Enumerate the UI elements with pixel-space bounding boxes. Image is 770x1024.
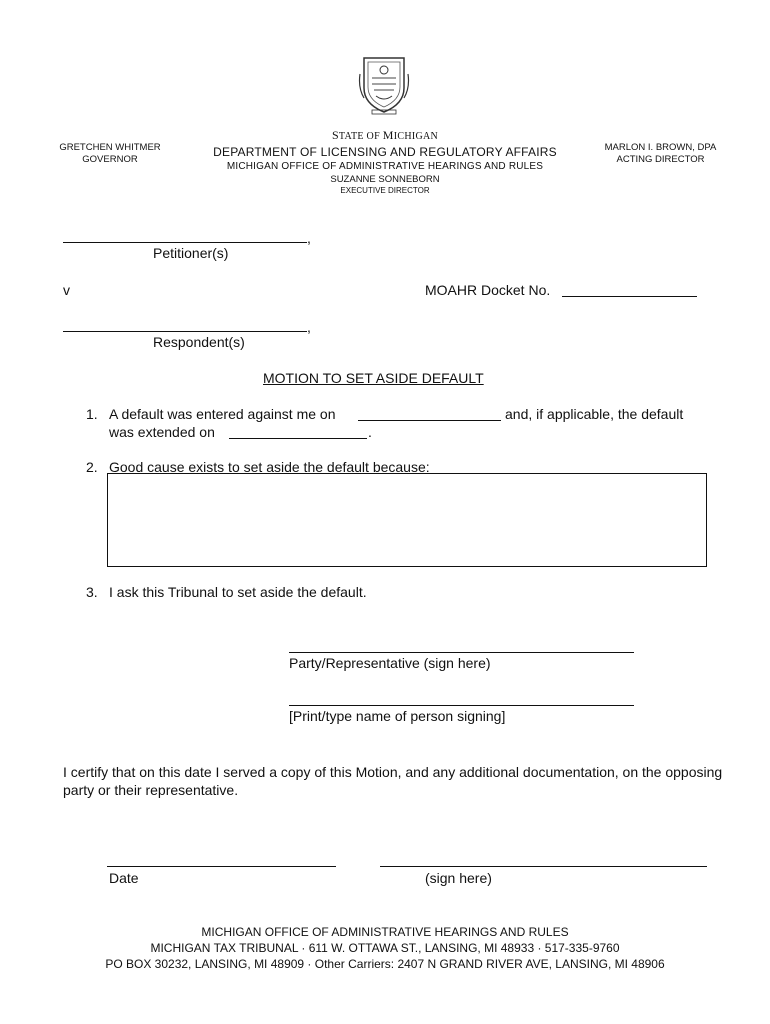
governor-name: GRETCHEN WHITMER: [59, 142, 161, 153]
default-date-field[interactable]: [358, 420, 501, 421]
footer-line-2: MICHIGAN TAX TRIBUNAL · 611 W. OTTAWA ST., LANSING, MI 48933 · 517-335-9760: [150, 941, 620, 955]
office-name: MICHIGAN OFFICE OF ADMINISTRATIVE HEARINGS AND RULES: [226, 161, 544, 172]
executive-director-name: SUZANNE SONNEBORN: [330, 174, 440, 185]
respondent-label: Respondent(s): [153, 334, 245, 350]
director-title: ACTING DIRECTOR: [616, 154, 705, 165]
director-name: MARLON I. BROWN, DPA: [604, 142, 717, 153]
service-date-field[interactable]: [107, 866, 336, 867]
executive-director-title: EXECUTIVE DIRECTOR: [340, 186, 430, 195]
footer-address: [40, 924, 730, 972]
item1-number: 1.: [86, 406, 98, 422]
respondent-comma: ,: [307, 319, 311, 335]
item1-text-part2: and, if applicable, the default: [505, 406, 684, 422]
motion-title: MOTION TO SET ASIDE DEFAULT: [263, 370, 484, 386]
item1-period: .: [368, 424, 372, 440]
michigan-seal-logo: [358, 54, 410, 116]
agency-header: [185, 128, 585, 195]
respondent-name-field[interactable]: [63, 331, 307, 332]
footer-line-1: MICHIGAN OFFICE OF ADMINISTRATIVE HEARINGS AND RULES: [201, 925, 569, 939]
extended-date-field[interactable]: [229, 438, 367, 439]
printed-name-field[interactable]: [289, 705, 634, 706]
printed-name-label: [Print/type name of person signing]: [289, 708, 506, 724]
docket-number-field[interactable]: [562, 296, 697, 297]
service-signature-field[interactable]: [380, 866, 707, 867]
item2-text: Good cause exists to set aside the default because:: [109, 459, 430, 475]
petitioner-label: Petitioner(s): [153, 245, 229, 261]
seal-icon: [358, 54, 410, 116]
petitioner-comma: ,: [307, 230, 311, 246]
docket-label: MOAHR Docket No.: [425, 282, 551, 298]
director-block: [588, 142, 733, 166]
service-signature-label: (sign here): [425, 870, 492, 886]
footer-line-3: PO BOX 30232, LANSING, MI 48909 · Other Carriers: 2407 N GRAND RIVER AVE, LANSING, MI 48906: [105, 957, 665, 971]
item3-number: 3.: [86, 584, 98, 600]
department-name: DEPARTMENT OF LICENSING AND REGULATORY AFFAIRS: [213, 145, 557, 159]
item3-text: I ask this Tribunal to set aside the default.: [109, 584, 367, 600]
good-cause-textbox[interactable]: [107, 473, 707, 567]
petitioner-name-field[interactable]: [63, 242, 307, 243]
state-of-michigan: STATE OF MICHIGAN: [331, 128, 439, 142]
certificate-of-service-text: I certify that on this date I served a copy of this Motion, and any additional documentation, on the opposing party or their representative.: [63, 764, 723, 798]
item1-text-part1: A default was entered against me on: [109, 406, 336, 422]
governor-title: GOVERNOR: [82, 154, 138, 165]
item1-text-part3: was extended on: [109, 424, 215, 440]
party-signature-label: Party/Representative (sign here): [289, 655, 491, 671]
good-cause-text[interactable]: [108, 474, 706, 486]
versus-label: v: [63, 282, 70, 298]
party-signature-field[interactable]: [289, 652, 634, 653]
service-date-label: Date: [109, 870, 139, 886]
governor-block: [40, 142, 180, 166]
item2-number: 2.: [86, 459, 98, 475]
